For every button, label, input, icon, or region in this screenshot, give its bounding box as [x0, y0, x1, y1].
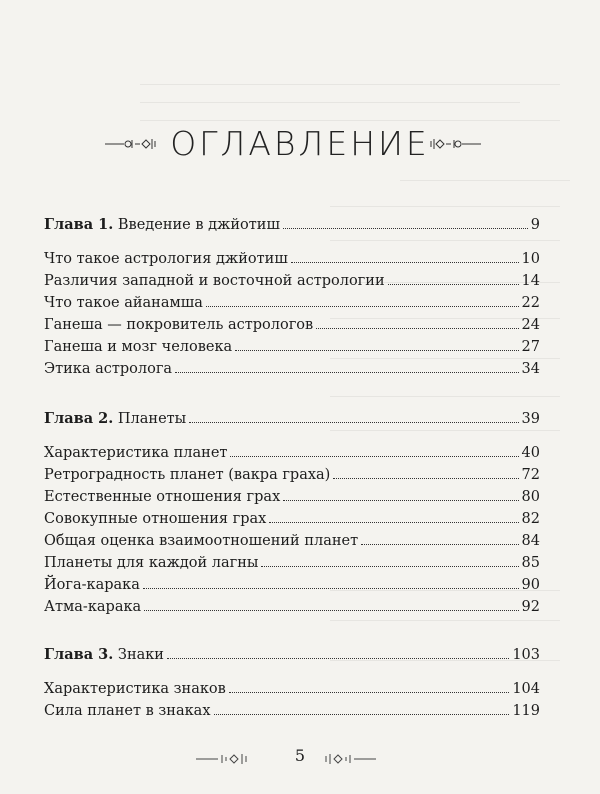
left-flourish-icon: [104, 136, 158, 152]
toc-item[interactable]: Что такое айанамша 22: [44, 295, 540, 311]
toc-item[interactable]: Ганеша и мозг человека 27: [44, 339, 540, 355]
page-ref: 39: [521, 411, 540, 427]
toc-item[interactable]: Ганеша — покровитель астрологов 24: [44, 317, 540, 333]
toc-chapter-2[interactable]: [44, 406, 540, 428]
page-footer: [0, 742, 600, 772]
right-flourish-icon: [428, 136, 482, 152]
toc-chapter-3[interactable]: [44, 642, 540, 664]
chapter-number: Глава 1.: [44, 216, 114, 233]
toc-item[interactable]: Этика астролога 34: [44, 361, 540, 377]
toc-item[interactable]: Совокупные отношения грах 82: [44, 511, 540, 527]
dot-leader: [167, 657, 509, 659]
chapter-title: Знаки: [117, 647, 164, 663]
toc-item[interactable]: Планеты для каждой лагны 85: [44, 555, 540, 571]
chapter-number: Глава 3.: [44, 646, 114, 663]
page-number: 5: [294, 746, 306, 765]
toc-item[interactable]: Атма-карака 92: [44, 599, 540, 615]
page-title: ОГЛАВЛЕНИЕ: [170, 124, 430, 163]
chapter-title: Планеты: [117, 411, 187, 427]
footer-left-flourish-icon: [196, 752, 256, 766]
dot-leader: [283, 227, 528, 229]
toc-header: [0, 122, 600, 166]
chapter-title: Введение в джйотиш: [117, 217, 280, 233]
chapter-number: Глава 2.: [44, 410, 114, 427]
toc-item[interactable]: Характеристика планет 40: [44, 445, 540, 461]
footer-right-flourish-icon: [316, 752, 376, 766]
toc-item[interactable]: Различия западной и восточной астрологии 14: [44, 273, 540, 289]
toc-item[interactable]: Естественные отношения грах 80: [44, 489, 540, 505]
toc-item[interactable]: Йога-карака 90: [44, 577, 540, 593]
toc-chapter-1[interactable]: [44, 212, 540, 234]
toc-item[interactable]: Что такое астрология джйотиш 10: [44, 251, 540, 267]
page-ref: 9: [530, 217, 540, 233]
toc-item[interactable]: Характеристика знаков 104: [44, 681, 540, 697]
toc-item[interactable]: Ретроградность планет (вакра граха) 72: [44, 467, 540, 483]
dot-leader: [189, 421, 518, 423]
toc-item[interactable]: Общая оценка взаимоотношений планет 84: [44, 533, 540, 549]
page-ref: 103: [512, 647, 540, 663]
toc-item[interactable]: Сила планет в знаках 119: [44, 703, 540, 719]
